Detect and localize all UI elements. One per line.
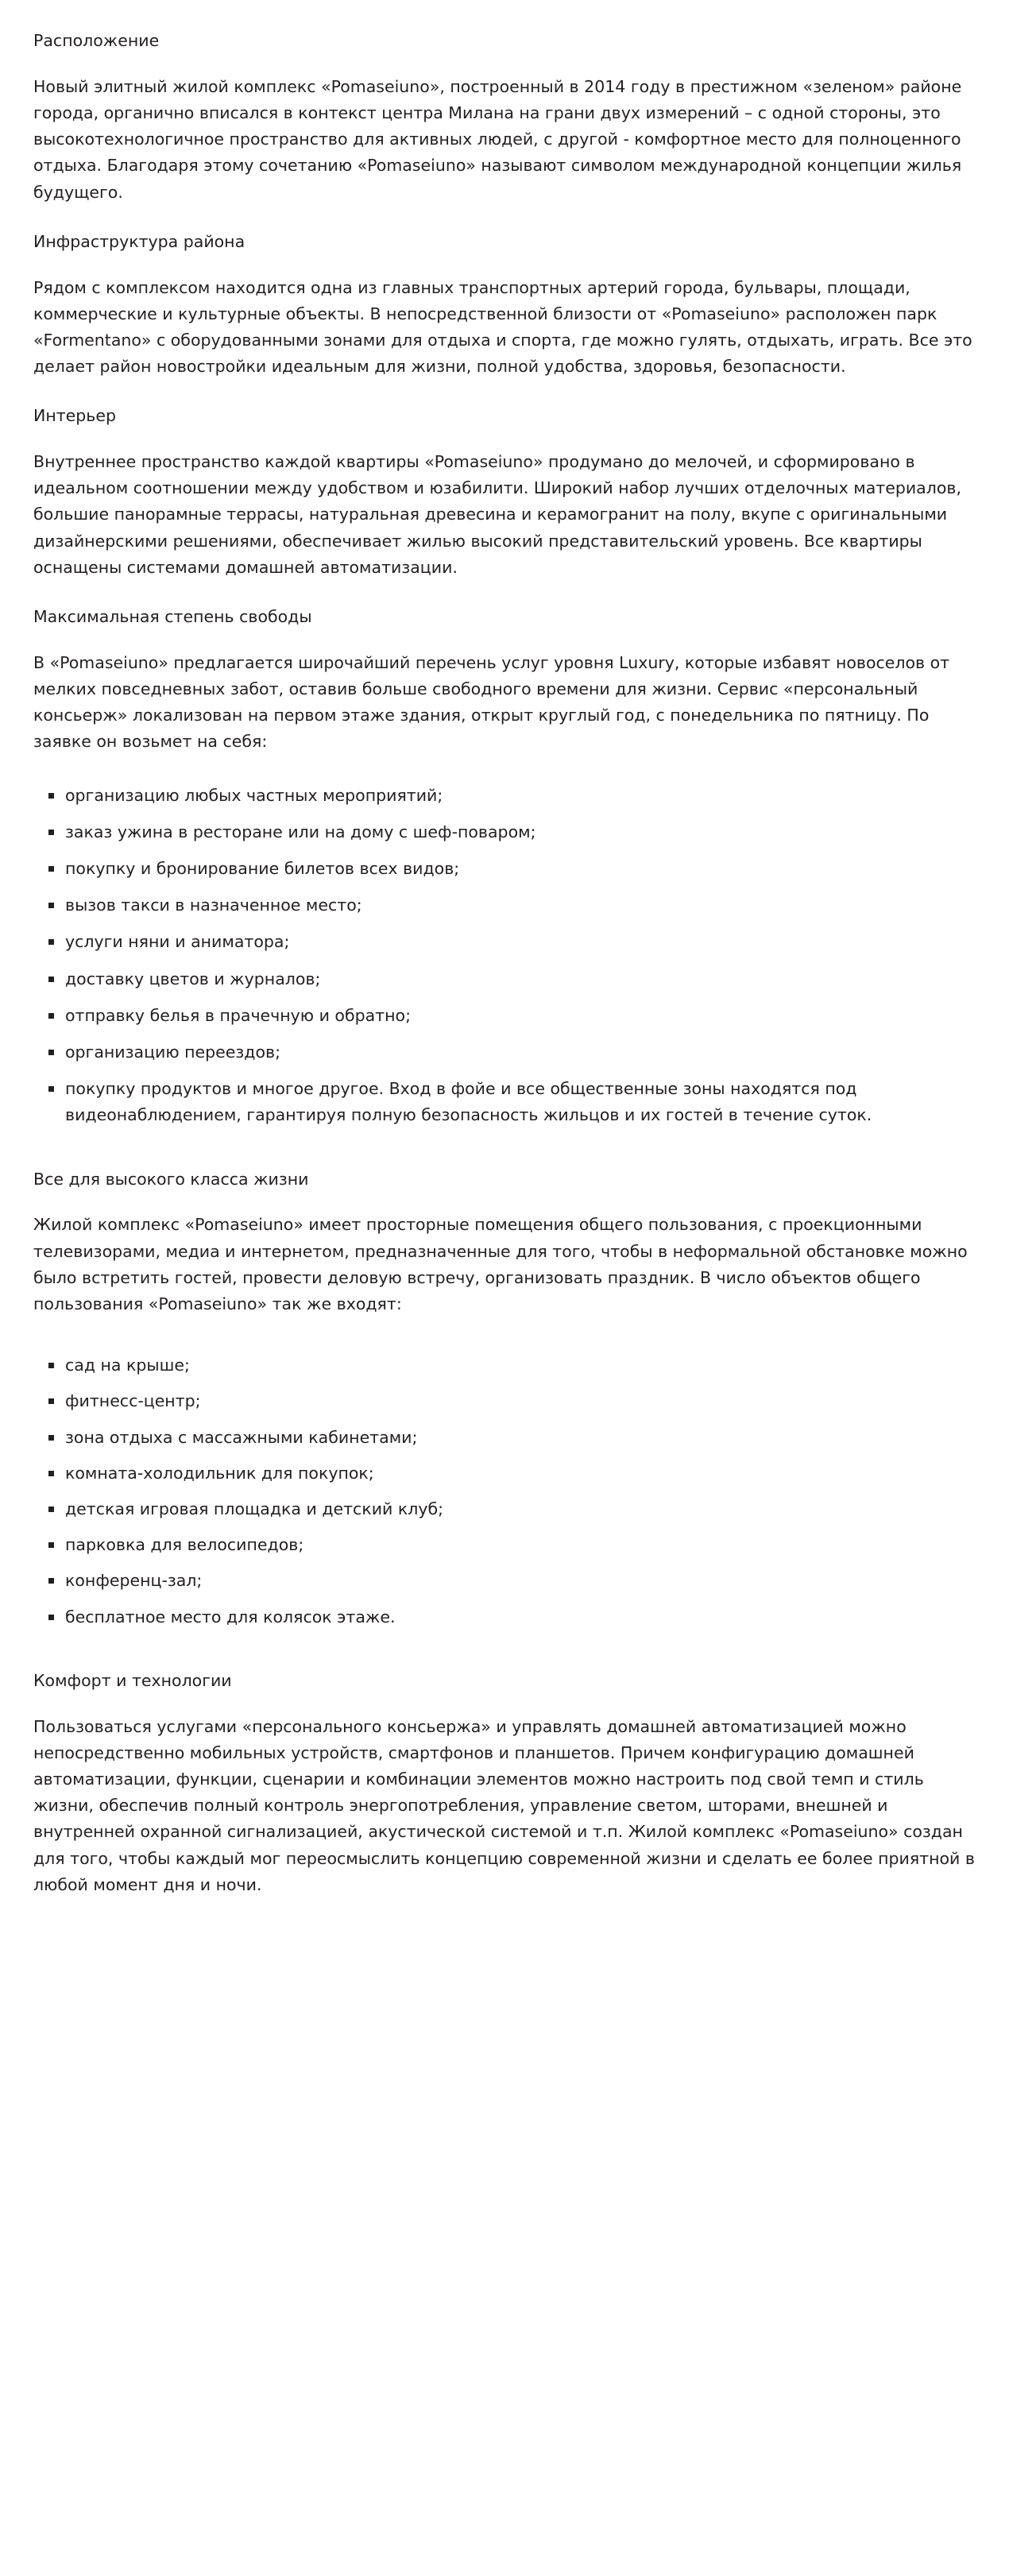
list-item: зона отдыха с массажными кабинетами; [33,1425,976,1451]
list-item: услуги няни и аниматора; [33,929,976,955]
list-item: детская игровая площадка и детский клуб; [33,1496,976,1522]
section-paragraph-freedom: В «Pomaseiuno» предлагается широчайший перечень услуг уровня Luxury, которые избавят новоселов от мелких повседневных забот, оставив больше свободного времени для жизни. Сервис «персональный консьерж» локализован на первом этаже здания, открыт круглый год, с понедельника по пятницу. По заявке он возьмет на себя: [33,652,950,752]
section-heading-location: Расположение [33,31,160,50]
section-paragraph-comfort-technology: Пользоваться услугами «персонального консьержа» и управлять домашней автоматизацией можно непосредственно мобильных устройств, смартфонов и планшетов. Причем конфигурацию домашней автоматизации, функции, сценарии и комбинации элементов можно настроить под свой темп и стиль жизни, обеспечив полный контроль энергопотребления, управление светом, шторами, внешней и внутренней охранной сигнализацией, акустической системой и т.п. Жилой комплекс «Pomaseiuno» создан для того, чтобы каждый мог переосмыслить концепцию современной жизни и сделать ее более приятной в любой момент дня и ночи. [33,1716,975,1894]
section-paragraph-high-class-living: Жилой комплекс «Pomaseiuno» имеет просторные помещения общего пользования, с проекционными телевизорами, медиа и интернетом, предназначенные для того, чтобы в неформальной обстановке можно было встретить гостей, провести деловую встречу, организовать праздник. В число объектов общего пользования «Pomaseiuno» так же входят: [33,1215,968,1314]
section-heading-infrastructure: Инфраструктура района [33,231,245,251]
list-item: фитнесс-центр; [33,1388,976,1414]
list-item: покупку и бронирование билетов всех видов; [33,856,976,882]
list-item: организацию переездов; [33,1039,976,1066]
section-heading-comfort-technology: Комфорт и технологии [33,1670,232,1690]
list-item: вызов такси в назначенное место; [33,892,976,919]
section-heading-interior: Интерьер [33,406,117,426]
common-areas-list [33,1352,976,1630]
list-item: доставку цветов и журналов; [33,966,976,992]
list-item: парковка для велосипедов; [33,1532,976,1558]
services-list [33,783,976,1129]
list-item: комната-холодильник для покупок; [33,1460,976,1487]
section-heading-freedom: Максимальная степень свободы [33,607,312,627]
spacer [33,1338,976,1352]
list-item: заказ ужина в ресторане или на дому с шеф-поваром; [33,819,976,845]
spacer [33,776,976,783]
document-body [33,29,976,1898]
list-item: организацию любых частных мероприятий; [33,783,976,809]
list-item: сад на крыше; [33,1352,976,1379]
list-item: отправку белья в прачечную и обратно; [33,1003,976,1029]
section-paragraph-interior: Внутреннее пространство каждой квартиры «Pomaseiuno» продумано до мелочей, и сформировано в идеальном соотношении между удобством и юзабилити. Широкий набор лучших отделочных материалов, большие панорамные террасы, натуральная древесина и керамогранит на полу, вкупе с оригинальными дизайнерскими решениями, обеспечивает жилью высокий представительский уровень. Все квартиры оснащены системами домашней автоматизации. [33,452,961,577]
list-item: конференц-зал; [33,1568,976,1594]
section-paragraph-location: Новый элитный жилой комплекс «Pomaseiuno», построенный в 2014 году в престижном «зеленом» районе города, органично вписался в контекст центра Милана на грани двух измерений – с одной стороны, это высокотехнологичное пространство для активных людей, с другой - комфортное место для полноценного отдыха. Благодаря этому сочетанию «Pomaseiuno» называют символом международной концепции жилья будущего. [33,76,962,202]
list-item: покупку продуктов и многое другое. Вход в фойе и все общественные зоны находятся под видеонаблюдением, гарантируя полную безопасность жильцов и их гостей в течение суток. [33,1076,976,1128]
spacer [33,1153,976,1167]
section-heading-high-class-living: Все для высокого класса жизни [33,1169,309,1189]
spacer [33,1654,976,1669]
section-paragraph-infrastructure: Рядом с комплексом находится одна из главных транспортных артерий города, бульвары, площади, коммерческие и культурные объекты. В непосредственной близости от «Pomaseiuno» расположен парк «Formentano» с оборудованными зонами для отдыха и спорта, где можно гулять, отдыхать, играть. Все это делает район новостройки идеальным для жизни, полной удобства, здоровья, безопасности. [33,277,972,377]
list-item: бесплатное место для колясок этаже. [33,1604,976,1630]
